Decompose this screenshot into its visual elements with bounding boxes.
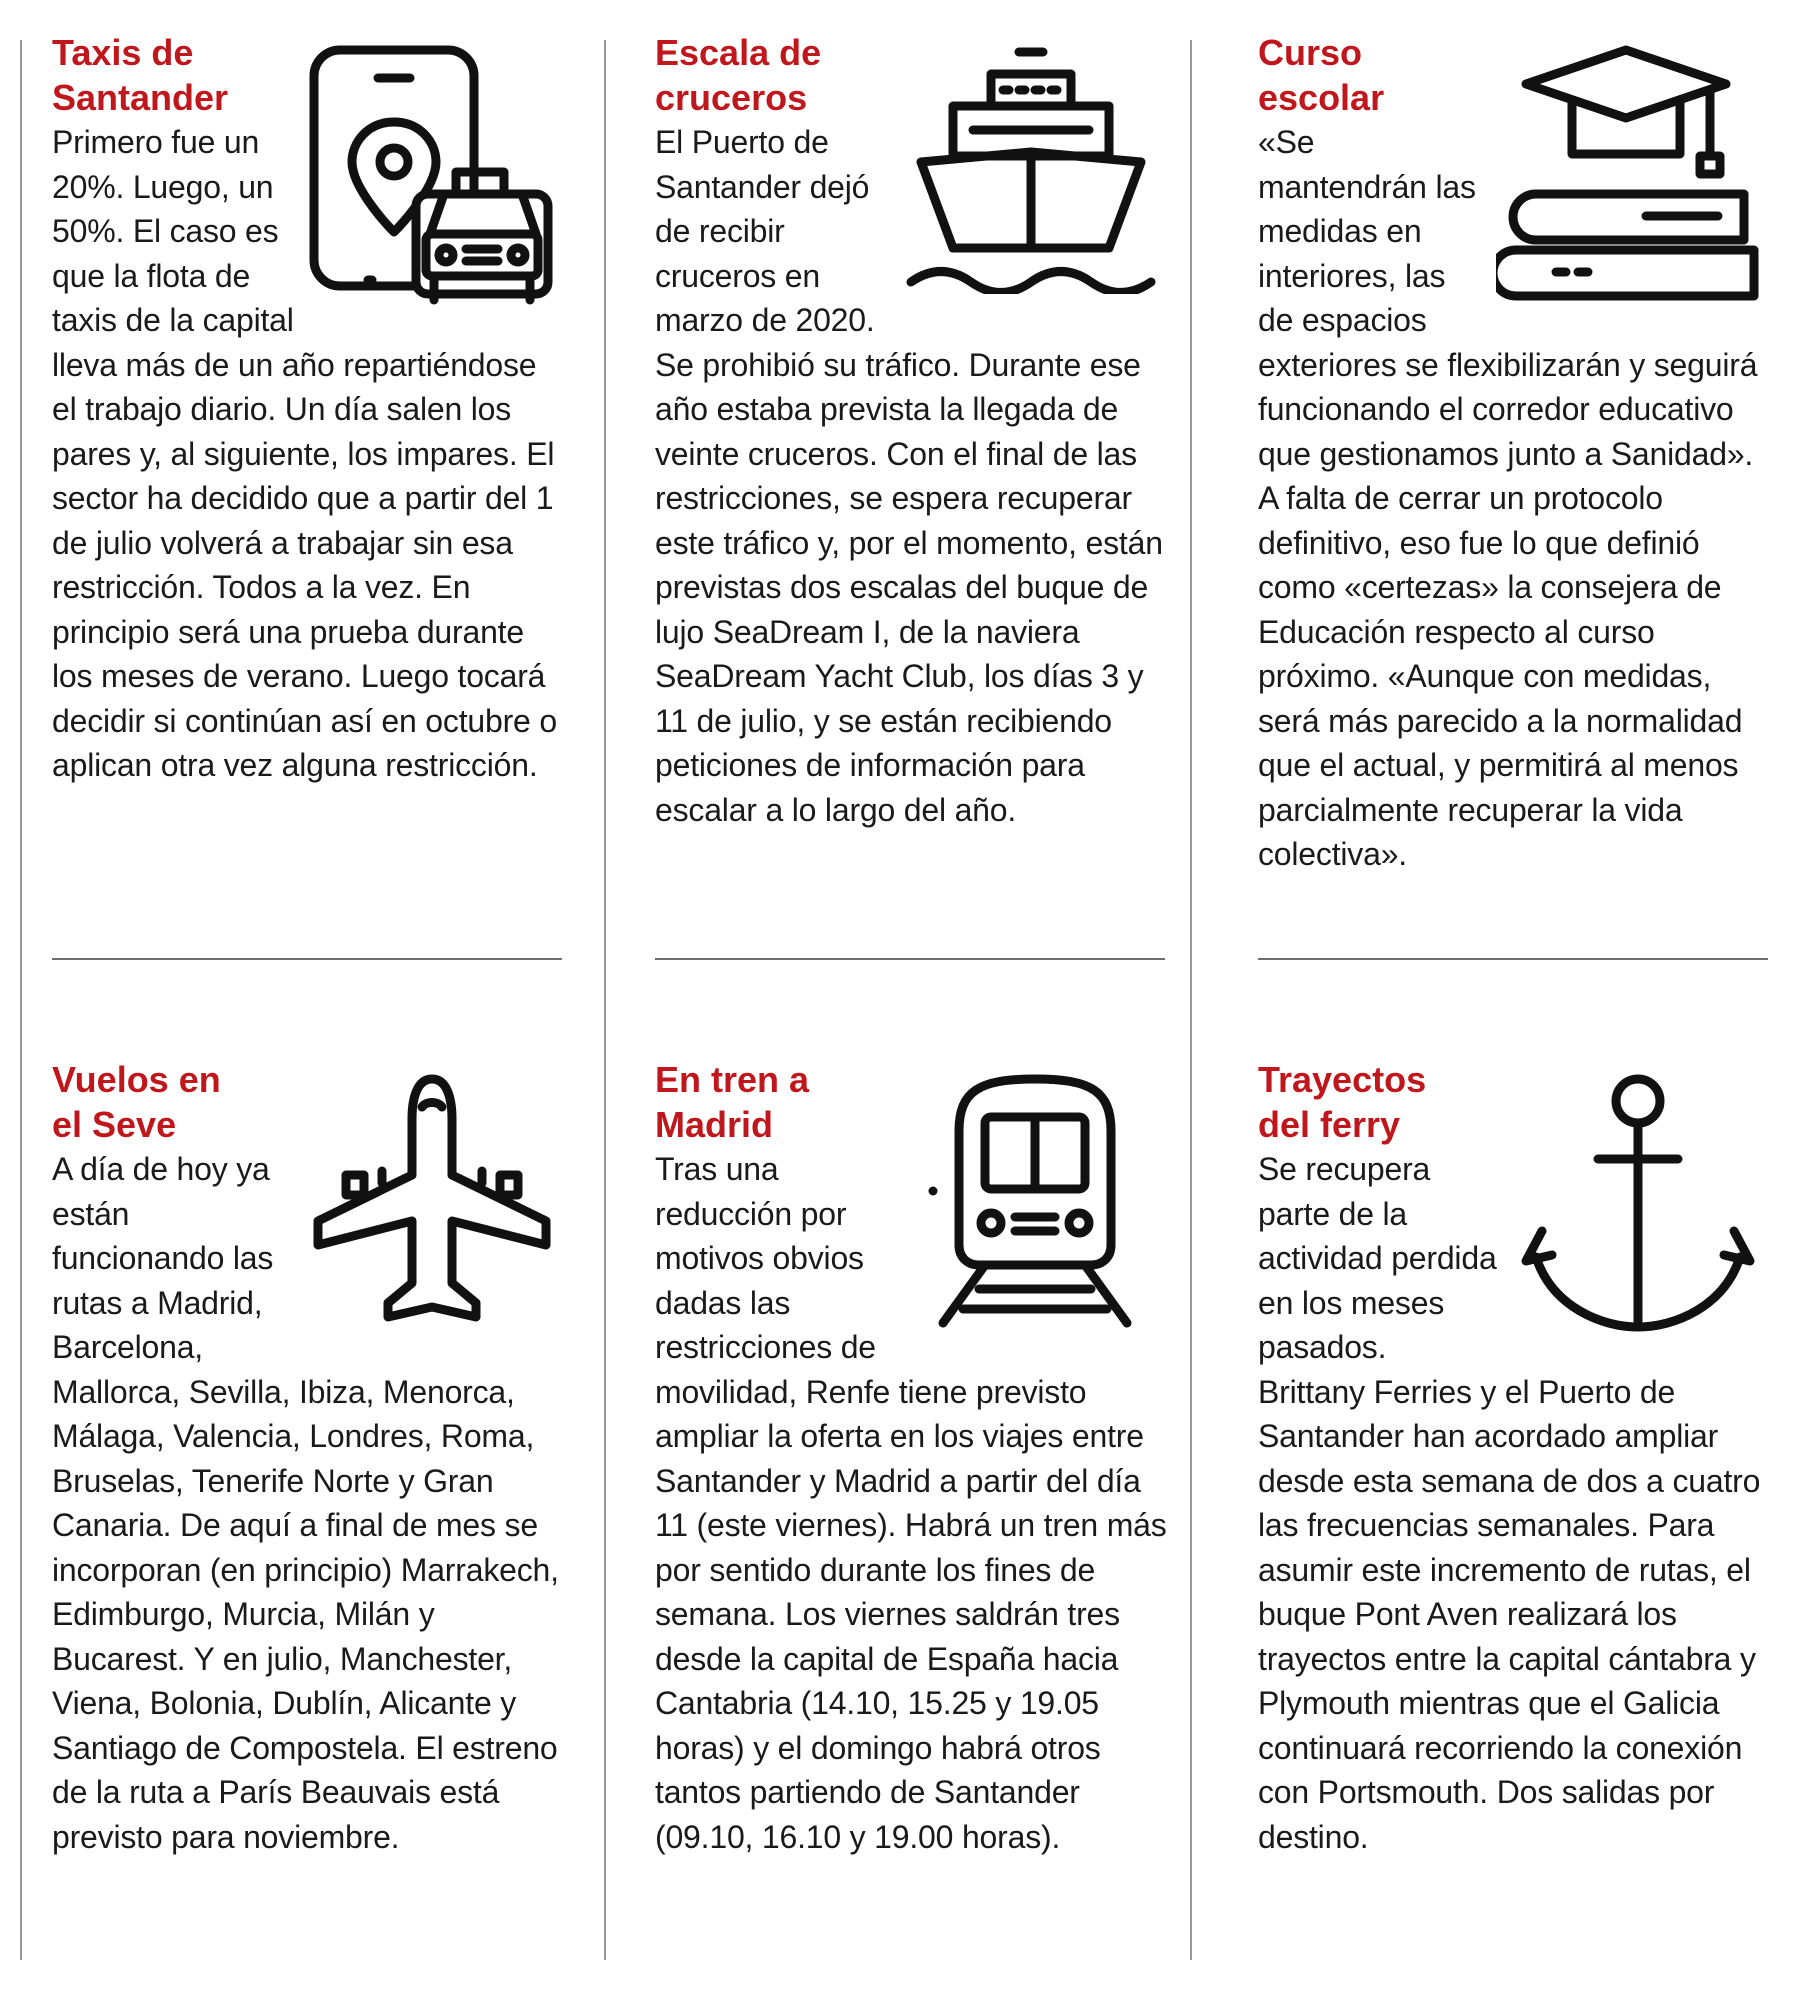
section-body: Se recupera parte de la actividad perdida en los meses pasados. Brittany Ferries y el Puerto de Santander han acordado ampliar desde esta semana de dos a cuatro las frecuencias semanales. Para asumir este incremento de rutas, el buque Pont Aven realizará los trayectos entre la capital cántabra y Plymouth mientras que el Galicia continuará recorriendo la conexión con Portsmouth. Dos salidas por destino. xyxy=(1258,1151,1761,1855)
title-line: cruceros xyxy=(655,77,808,118)
section-divider xyxy=(655,958,1165,960)
section-divider xyxy=(1258,958,1768,960)
title-line: el Seve xyxy=(52,1104,177,1145)
section-divider xyxy=(52,958,562,960)
title-line: Trayectos xyxy=(1258,1059,1427,1100)
title-line: Madrid xyxy=(655,1104,774,1145)
anchor-icon xyxy=(1512,1071,1764,1341)
title-line: Santander xyxy=(52,77,229,118)
section-body: El Puerto de Santander dejó de recibir cruceros en marzo de 2020. Se prohibió su tráfico. Durante ese año estaba prevista la llegada de veinte cruceros. Con el final de las restricciones, se espera recuperar este tráfico y, por el momento, están previstas dos escalas del buque de lujo SeaDream I, de la naviera SeaDream Yacht Club, los días 3 y 11 de julio, y se están recibiendo peticiones de información para escalar a lo largo del año. xyxy=(655,124,1163,828)
taxi-phone-icon xyxy=(306,44,558,314)
section-body: A día de hoy ya están funcionando las rutas a Madrid, Barcelona, Mallorca, Sevilla, Ibiza, Menorca, Málaga, Valencia, Londres, Roma, Bruselas, Tenerife Norte y Gran Canaria. De aquí a final de mes se incorporan (en principio) Marrakech, Edimburgo, Murcia, Milán y Bucarest. Y en julio, Manchester, Viena, Bolonia, Dublín, Alicante y Santiago de Compostela. El estreno de la ruta a París Beauvais está previsto para noviembre. xyxy=(52,1151,559,1855)
title-line: escolar xyxy=(1258,77,1385,118)
graduation-books-icon xyxy=(1496,44,1764,304)
section-tren xyxy=(655,1057,1167,1957)
section-ferry xyxy=(1258,1057,1770,1957)
title-line: Curso xyxy=(1258,32,1363,73)
airplane-icon xyxy=(306,1071,558,1331)
section-body: Tras una reducción por motivos obvios dadas las restricciones de movilidad, Renfe tiene previsto ampliar la oferta en los viajes entre Santander y Madrid a partir del día 11 (este viernes). Habrá un tren más por sentido durante los fines de semana. Los viernes saldrán tres desde la capital de España hacia Cantabria (14.10, 15.25 y 19.05 horas) y el domingo habrá otros tantos partiendo de Santander (09.10, 16.10 y 19.00 horas). xyxy=(655,1151,1167,1855)
section-curso xyxy=(1258,30,1770,930)
column-rule xyxy=(604,40,606,1960)
ship-icon xyxy=(901,44,1161,294)
title-line: Escala de xyxy=(655,32,822,73)
section-body: «Se mantendrán las medidas en interiores, las de espacios exteriores se flexibilizarán y seguirá funcionando el corredor educativo que gestionamos junto a Sanidad». A falta de cerrar un protocolo definitivo, eso fue lo que definió como «certezas» la consejera de Educación respecto al curso próximo. «Aunque con medidas, será más parecido a la normalidad que el actual, y permitirá al menos parcialmente recuperar la vida colectiva». xyxy=(1258,124,1758,872)
section-cruceros xyxy=(655,30,1167,930)
title-line: En tren a xyxy=(655,1059,810,1100)
title-line: Taxis de xyxy=(52,32,194,73)
section-body: Primero fue un 20%. Luego, un 50%. El caso es que la flota de taxis de la capital lleva más de un año repartiéndose el trabajo diario. Un día salen los pares y, al siguiente, los impares. El sector ha decidido que a partir del 1 de julio volverá a trabajar sin esa restricción. Todos a la vez. En principio será una prueba durante los meses de verano. Luego tocará decidir si continúan así en octubre o aplican otra vez alguna restricción. xyxy=(52,124,557,783)
section-taxis xyxy=(52,30,564,930)
title-line: del ferry xyxy=(1258,1104,1401,1145)
section-vuelos xyxy=(52,1057,564,1957)
column-rule xyxy=(20,40,22,1960)
title-line: Vuelos en xyxy=(52,1059,221,1100)
column-rule xyxy=(1190,40,1192,1960)
train-icon xyxy=(909,1071,1161,1331)
